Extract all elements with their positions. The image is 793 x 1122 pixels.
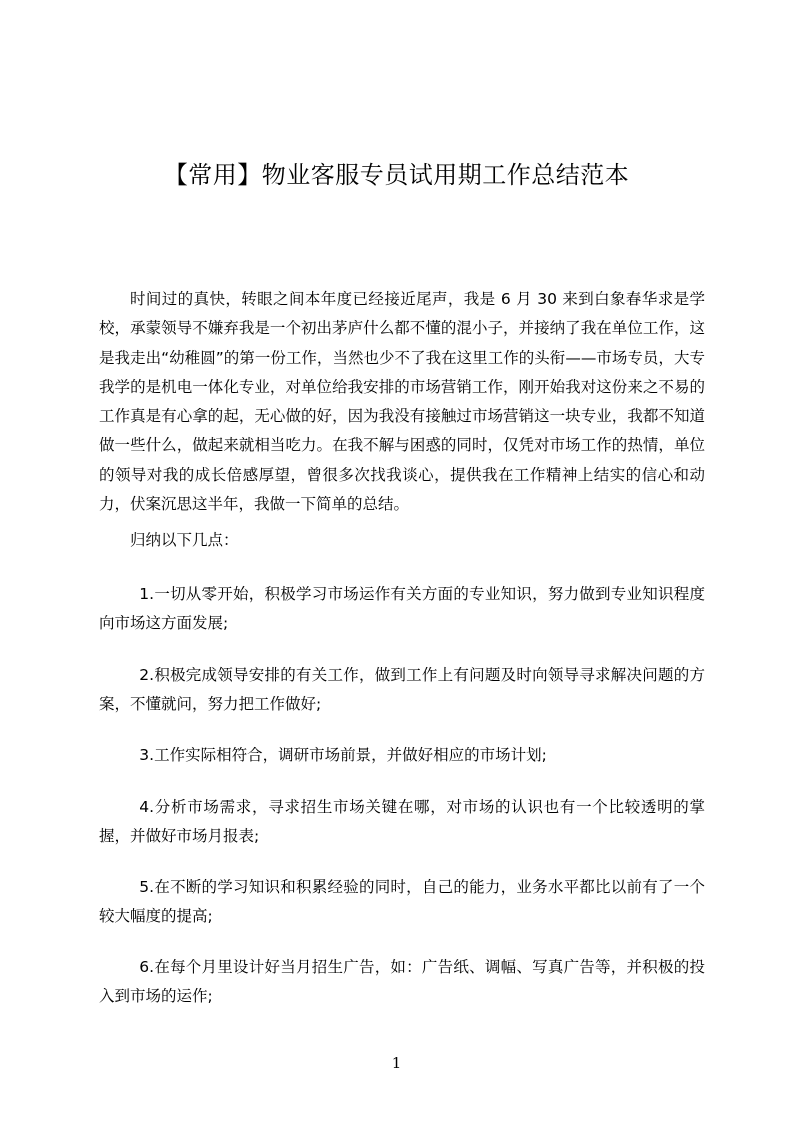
list-item-6: 6.在每个月里设计好当月招生广告，如：广告纸、调幅、写真广告等，并积极的投入到市场的运作; xyxy=(99,958,705,1006)
intro-paragraph: 时间过的真快，转眼之间本年度已经接近尾声，我是 6 月 30 来到白象春华求是学校，承蒙领导不嫌弃我是一个初出茅庐什么都不懂的混小子，并接纳了我在单位工作，这是我走出“幼稚圆”的第一份工作，当然也少不了我在这里工作的头衔——市场专员，大专我学的是机电一体化专业，对单位给我安排的市场营销工作，刚开始我对这份来之不易的工作真是有心拿的起，无心做的好，因为我没有接触过市场营销这一块专业，我都不知道做一些什么，做起来就相当吃力。在我不解与困惑的同时，仅凭对市场工作的热情，单位的领导对我的成长倍感厚望，曾很多次找我谈心，提供我在工作精神上结实的信心和动力，伏案沉思这半年，我做一下简单的总结。 xyxy=(99,290,705,514)
list-item-2: 2.积极完成领导安排的有关工作，做到工作上有问题及时向领导寻求解决问题的方案，不懂就问，努力把工作做好; xyxy=(99,666,705,714)
list-item-5: 5.在不断的学习知识和积累经验的同时，自己的能力，业务水平都比以前有了一个较大幅度的提高; xyxy=(99,878,705,926)
page-number: 1 xyxy=(391,1054,402,1072)
list-item-3: 3.工作实际相符合，调研市场前景，并做好相应的市场计划; xyxy=(139,746,547,764)
list-item-1: 1.一切从零开始，积极学习市场运作有关方面的专业知识，努力做到专业知识程度向市场这方面发展; xyxy=(99,585,705,633)
list-item-4: 4.分析市场需求，寻求招生市场关键在哪，对市场的认识也有一个比较透明的掌握，并做好市场月报表; xyxy=(99,798,705,846)
summary-heading: 归纳以下几点： xyxy=(130,531,239,549)
document-title: 【常用】物业客服专员试用期工作总结范本 xyxy=(163,161,630,190)
